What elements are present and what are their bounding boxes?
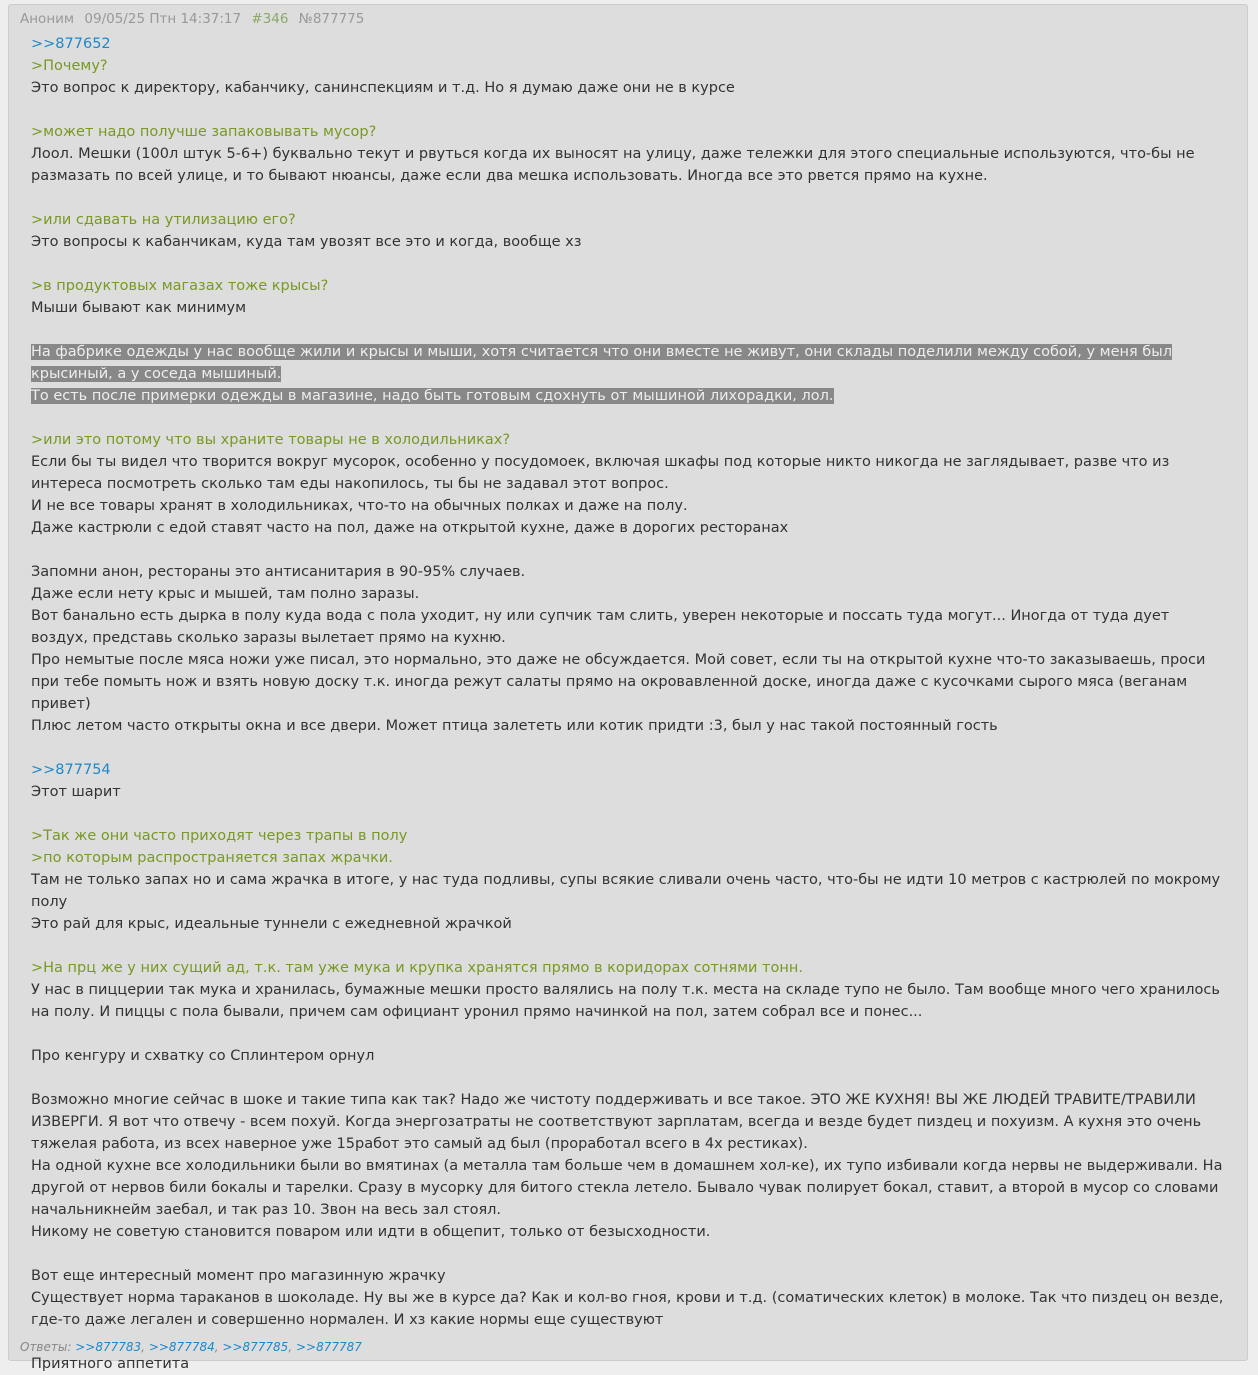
blank-line: [31, 1067, 1227, 1089]
text-line: Лоол. Мешки (100л штук 5-6+) буквально текут и рвуться когда их выносят на улицу, даже тележки для этого специальные используются, что-бы не размазать по всей улице, и то бывают нюансы, даже если два мешка использовать. Иногда все это рвется прямо на кухне.: [31, 146, 1200, 184]
greentext-quote: >Так же они часто приходят через трапы в полу: [31, 828, 408, 844]
text-line: Приятного аппетита: [31, 1356, 190, 1372]
text-line: Даже если нету крыс и мышей, там полно заразы.: [31, 586, 420, 602]
spoiler-text[interactable]: То есть после примерки одежды в магазине, надо быть готовым сдохнуть от мышиной лихорадки, лол.: [31, 388, 834, 404]
text-line: Мыши бывают как минимум: [31, 300, 247, 316]
blank-line: [31, 253, 1227, 275]
reply-separator: ,: [288, 1340, 293, 1354]
reply-link[interactable]: >>877652: [31, 36, 111, 52]
blank-line: [31, 99, 1227, 121]
greentext-quote: >или сдавать на утилизацию его?: [31, 212, 296, 228]
blank-line: [31, 935, 1227, 957]
greentext-quote: >в продуктовых магазах тоже крысы?: [31, 278, 329, 294]
reply-link[interactable]: >>877754: [31, 762, 111, 778]
text-line: Это рай для крыс, идеальные туннели с ежедневной жрачкой: [31, 916, 512, 932]
reply-backlink[interactable]: >>877783: [75, 1340, 142, 1354]
blank-line: [31, 1243, 1227, 1265]
reply-backlink[interactable]: >>877785: [222, 1340, 289, 1354]
greentext-quote: >На прц же у них сущий ад, т.к. там уже мука и крупка хранятся прямо в коридорах сотнями тонн.: [31, 960, 803, 976]
spoiler-text[interactable]: На фабрике одежды у нас вообще жили и крысы и мыши, хотя считается что они вместе не живут, они склады поделили между собой, у меня был крысиный, а у соседа мышиный.: [31, 344, 1172, 382]
replies-label: Ответы:: [20, 1340, 72, 1354]
text-line: Вот еще интересный момент про магазинную жрачку: [31, 1268, 446, 1284]
text-line: Про немытые после мяса ножи уже писал, это нормально, это даже не обсуждается. Мой совет, если ты на открытой кухне что-то заказываешь, проси при тебе помыть нож и взять новую доску т.к. иногда режут салаты прямо на окровавленной доске, иногда даже с кусочками сырого мяса (веганам привет): [31, 652, 1211, 712]
greentext-quote: >по которым распространяется запах жрачки.: [31, 850, 393, 866]
text-line: И не все товары хранят в холодильниках, что-то на обычных полках и даже на полу.: [31, 498, 688, 514]
greentext-quote: >Почему?: [31, 58, 108, 74]
post-header: [20, 11, 370, 28]
text-line: Существует норма тараканов в шоколаде. Ну вы же в курсе да? Как и кол-во гноя, крови и т.д. (соматических клеток) в молоке. Так что пиздец он везде, где-то даже легален и совершенно нормален. И хз какие нормы еще существуют: [31, 1290, 1228, 1328]
text-line: Запомни анон, рестораны это антисанитария в 90-95% случаев.: [31, 564, 526, 580]
blank-line: [31, 803, 1227, 825]
post-body: [31, 33, 1227, 1375]
text-line: У нас в пиццерии так мука и хранилась, бумажные мешки просто валялись на полу т.к. места на складе тупо не было. Там вообще много чего хранилось на полу. И пиццы с пола бывали, причем сам официант уронил прямо начинкой на пол, затем собрал все и понес...: [31, 982, 1225, 1020]
post-ordinal: #346: [251, 11, 289, 27]
post-datetime: 09/05/25 Птн 14:37:17: [84, 11, 242, 27]
blank-line: [31, 737, 1227, 759]
text-line: Если бы ты видел что творится вокруг мусорок, особенно у посудомоек, включая шкафы под которые никто никогда не заглядывает, разве что из интереса посмотреть сколько там еды накопилось, ты бы не задавал этот вопрос.: [31, 454, 1174, 492]
blank-line: [31, 1023, 1227, 1045]
blank-line: [31, 407, 1227, 429]
text-line: На одной кухне все холодильники были во вмятинах (а металла там больше чем в домашнем хол-ке), их тупо избивали когда нервы не выдерживали. На другой от нервов били бокалы и тарелки. Сразу в мусорку для битого стекла летело. Бывало чувак полирует бокал, ставит, а второй в мусор со словами начальникнейм заебал, и так раз 10. Звон на весь зал стоял.: [31, 1158, 1228, 1218]
text-line: Про кенгуру и схватку со Сплинтером орнул: [31, 1048, 375, 1064]
text-line: Даже кастрюли с едой ставят часто на пол, даже на открытой кухне, даже в дорогих ресторанах: [31, 520, 789, 536]
greentext-quote: >или это потому что вы храните товары не в холодильниках?: [31, 432, 511, 448]
post-number[interactable]: №877775: [298, 11, 365, 27]
text-line: Вот банально есть дырка в полу куда вода с пола уходит, ну или супчик там слить, уверен некоторые и поссать туда могут... Иногда от туда дует воздух, представь сколько заразы вылетает прямо на кухню.: [31, 608, 1174, 646]
post-author: Аноним: [20, 11, 75, 27]
replies-footer: [20, 1339, 362, 1355]
text-line: Никому не советую становится поваром или идти в общепит, только от безысходности.: [31, 1224, 711, 1240]
text-line: Плюс летом часто открыты окна и все двери. Может птица залететь или котик придти :3, был у нас такой постоянный гость: [31, 718, 998, 734]
post: [8, 4, 1248, 1372]
blank-line: [31, 319, 1227, 341]
text-line: Этот шарит: [31, 784, 121, 800]
text-line: Это вопрос к директору, кабанчику, санинспекциям и т.д. Но я думаю даже они не в курсе: [31, 80, 735, 96]
blank-line: [31, 539, 1227, 561]
reply-backlink[interactable]: >>877784: [148, 1340, 215, 1354]
text-line: Там не только запах но и сама жрачка в итоге, у нас туда подливы, супы всякие сливали очень часто, что-бы не идти 10 метров с кастрюлей по мокрому полу: [31, 872, 1225, 910]
text-line: Возможно многие сейчас в шоке и такие типа как так? Надо же чистоту поддерживать и все такое. ЭТО ЖЕ КУХНЯ! ВЫ ЖЕ ЛЮДЕЙ ТРАВИТЕ/ТРАВИЛИ ИЗВЕРГИ. Я вот что отвечу - всем похуй. Когда энергозатраты не соответствуют зарплатам, всегда и везде будет пиздец и похуизм. А кухня это очень тяжелая работа, из всех наверное уже 15работ это самый ад был (проработал всего в 4х рестиках).: [31, 1092, 1206, 1152]
greentext-quote: >может надо получше запаковывать мусор?: [31, 124, 377, 140]
reply-separator: ,: [141, 1340, 145, 1354]
text-line: Это вопросы к кабанчикам, куда там увозят все это и когда, вообще хз: [31, 234, 582, 250]
reply-separator: ,: [214, 1340, 219, 1354]
reply-backlink[interactable]: >>877787: [295, 1340, 362, 1354]
spoiler-block[interactable]: [31, 341, 1227, 407]
blank-line: [31, 187, 1227, 209]
